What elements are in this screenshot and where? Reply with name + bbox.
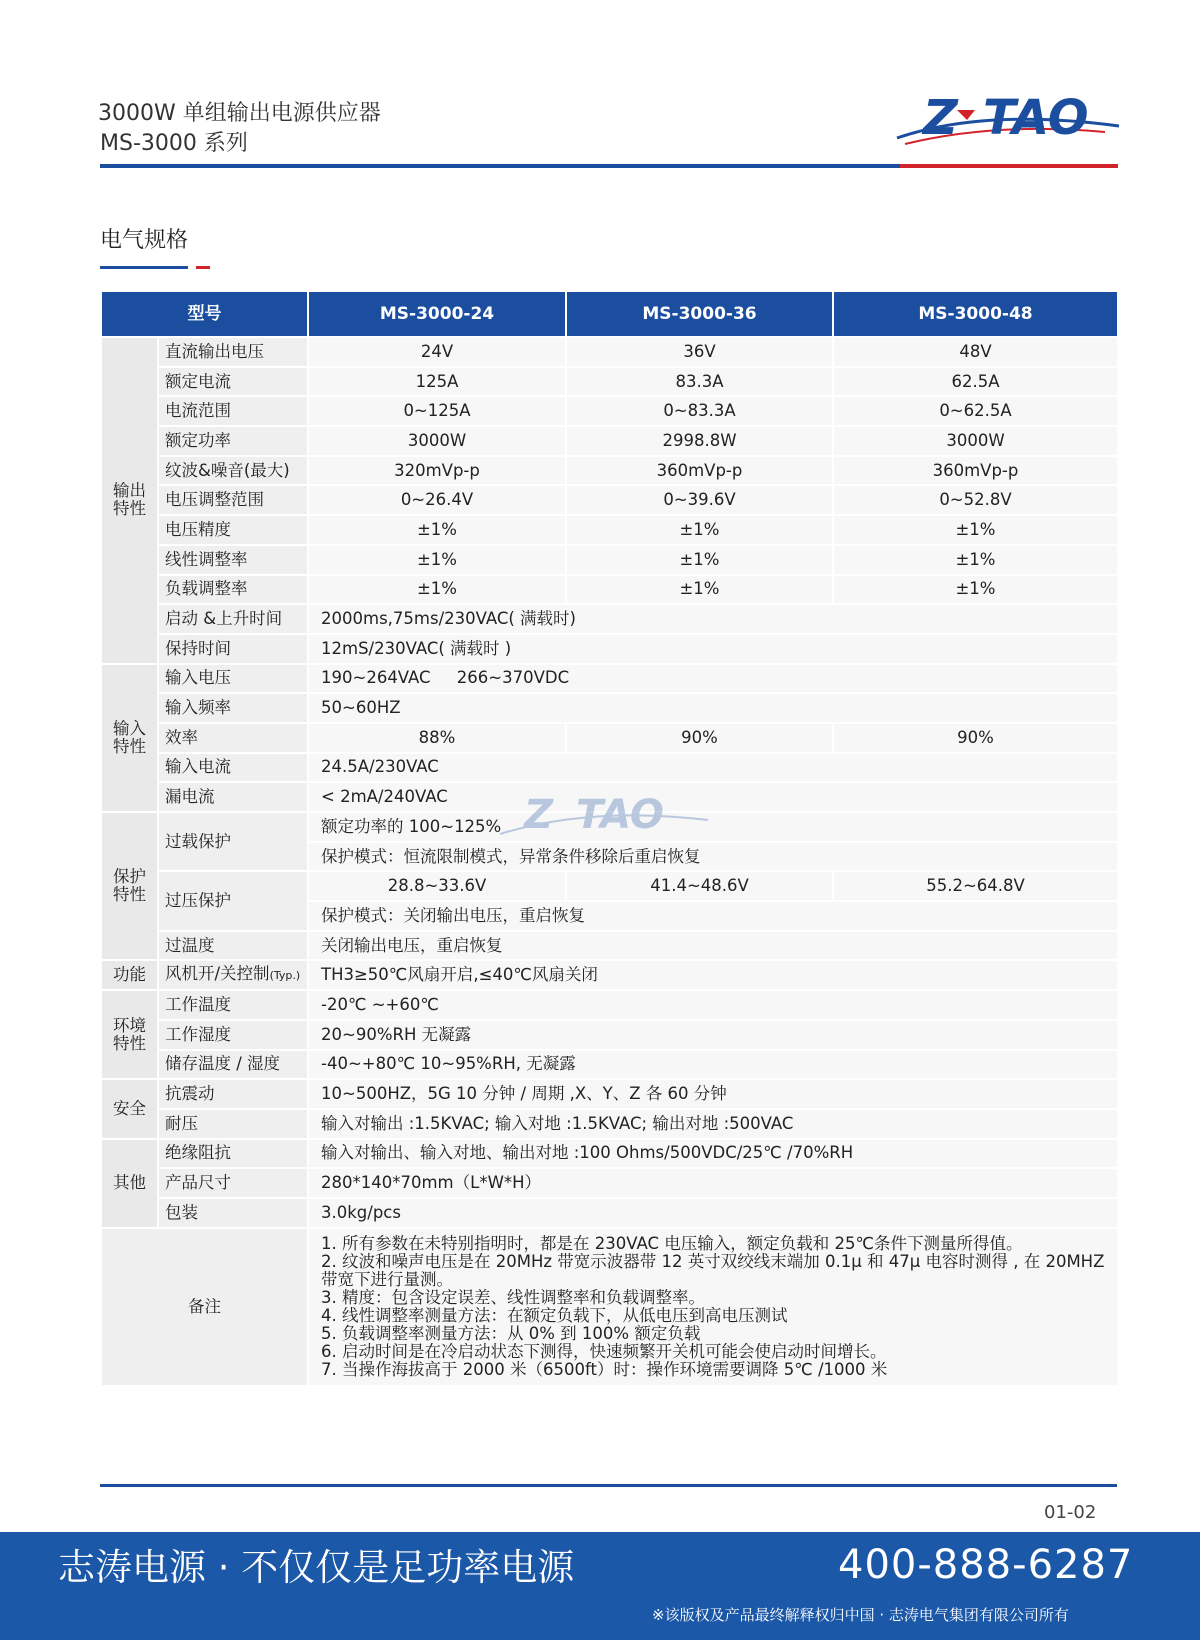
spec-value: ±1% xyxy=(308,515,566,545)
category-environment: 环境 特性 xyxy=(101,990,158,1079)
spec-value: 保护模式：恒流限制模式，异常条件移除后重启恢复 xyxy=(308,842,1118,872)
param-label: 额定功率 xyxy=(158,426,308,456)
model-header-label: 型号 xyxy=(101,291,308,337)
param-label: 包装 xyxy=(158,1198,308,1228)
spec-value: 28.8~33.6V xyxy=(308,871,566,901)
ztao-logo xyxy=(895,86,1120,152)
spec-value: 88% xyxy=(308,723,566,753)
table-row xyxy=(101,396,1118,426)
note-item: 2. 纹波和噪声电压是在 20MHz 带宽示波器带 12 英寸双绞线末端加 0.1μ 和 47μ 电容时测得 , 在 20MHZ 带宽下进行量测。 xyxy=(321,1251,1105,1289)
spec-value: 3.0kg/pcs xyxy=(308,1198,1118,1228)
table-row xyxy=(101,723,1118,753)
param-label: 线性调整率 xyxy=(158,545,308,575)
param-label: 储存温度 / 湿度 xyxy=(158,1050,308,1080)
note-item: 1. 所有参数在未特别指明时，都是在 230VAC 电压输入，额定负载和 25℃条件下测量所得值。 xyxy=(321,1233,1023,1253)
table-row xyxy=(101,575,1118,605)
table-row xyxy=(101,604,1118,634)
category-function: 功能 xyxy=(101,960,158,990)
svg-text:TAO: TAO xyxy=(983,90,1089,146)
param-label: 产品尺寸 xyxy=(158,1168,308,1198)
spec-value: 0~39.6V xyxy=(566,485,833,515)
spec-value: 10~500HZ，5G 10 分钟 / 周期 ,X、Y、Z 各 60 分钟 xyxy=(308,1079,1118,1109)
notes-label: 备注 xyxy=(101,1228,308,1386)
table-row xyxy=(101,515,1118,545)
table-row xyxy=(101,1079,1118,1109)
spec-value: 125A xyxy=(308,367,566,397)
spec-value: 90% xyxy=(833,723,1118,753)
spec-value: 保护模式：关闭输出电压，重启恢复 xyxy=(308,901,1118,931)
spec-value: 额定功率的 100~125% xyxy=(308,812,1118,842)
table-row xyxy=(101,931,1118,961)
param-label: 过温度 xyxy=(158,931,308,961)
table-row xyxy=(101,456,1118,486)
spec-value: 2998.8W xyxy=(566,426,833,456)
spec-value: 0~62.5A xyxy=(833,396,1118,426)
spec-value: 280*140*70mm（L*W*H） xyxy=(308,1168,1118,1198)
spec-value: ±1% xyxy=(833,515,1118,545)
spec-value: 36V xyxy=(566,337,833,367)
note-item: 4. 线性调整率测量方法：在额定负载下，从低电压到高电压测试 xyxy=(321,1305,788,1325)
param-label: 保持时间 xyxy=(158,634,308,664)
note-item: 6. 启动时间是在冷启动状态下测得，快速频繁开关机可能会使启动时间增长。 xyxy=(321,1341,887,1361)
model-header-24: MS-3000-24 xyxy=(308,291,566,337)
param-label: 过载保护 xyxy=(158,812,308,871)
notes-list xyxy=(308,1228,1118,1386)
spec-value: ±1% xyxy=(566,515,833,545)
param-label: 工作温度 xyxy=(158,990,308,1020)
note-item: 5. 负载调整率测量方法：从 0% 到 100% 额定负载 xyxy=(321,1323,701,1343)
param-label: 输入频率 xyxy=(158,693,308,723)
table-row xyxy=(101,960,1118,990)
section-underline xyxy=(100,266,188,269)
spec-value: 3000W xyxy=(308,426,566,456)
spec-value: 90% xyxy=(566,723,833,753)
param-label: 风机开/关控制(Typ.) xyxy=(158,960,308,990)
param-label: 工作湿度 xyxy=(158,1020,308,1050)
spec-value: ±1% xyxy=(833,575,1118,605)
spec-value: 190~264VAC 266~370VDC xyxy=(308,664,1118,694)
footer-copyright: ※该版权及产品最终解释权归中国 · 志涛电气集团有限公司所有 xyxy=(652,1606,1069,1624)
spec-value: 24V xyxy=(308,337,566,367)
category-safety: 安全 xyxy=(101,1079,158,1138)
series-title: MS-3000 系列 xyxy=(100,131,248,156)
table-row xyxy=(101,693,1118,723)
spec-value: 12mS/230VAC( 满载时 ) xyxy=(308,634,1118,664)
table-row xyxy=(101,1020,1118,1050)
category-other: 其他 xyxy=(101,1139,158,1228)
category-protection: 保护 特性 xyxy=(101,812,158,960)
param-label: 绝缘阻抗 xyxy=(158,1139,308,1169)
param-label: 过压保护 xyxy=(158,871,308,930)
table-row xyxy=(101,1109,1118,1139)
spec-value: 41.4~48.6V xyxy=(566,871,833,901)
param-label: 电流范围 xyxy=(158,396,308,426)
page-number: 01-02 xyxy=(1044,1502,1097,1523)
svg-text:TAO: TAO xyxy=(576,792,664,838)
param-label: 直流输出电压 xyxy=(158,337,308,367)
spec-value: 0~125A xyxy=(308,396,566,426)
spec-value: ±1% xyxy=(308,575,566,605)
document-title: 3000W 单组输出电源供应器 xyxy=(98,101,381,126)
note-item: 7. 当操作海拔高于 2000 米（6500ft）时：操作环境需要调降 5℃ /1000 米 xyxy=(321,1359,888,1379)
param-label: 耐压 xyxy=(158,1109,308,1139)
spec-value: 55.2~64.8V xyxy=(833,871,1118,901)
spec-value: < 2mA/240VAC xyxy=(308,782,1118,812)
spec-value: 62.5A xyxy=(833,367,1118,397)
spec-value: 3000W xyxy=(833,426,1118,456)
spec-value: ±1% xyxy=(308,545,566,575)
spec-value: 关闭输出电压，重启恢复 xyxy=(308,931,1118,961)
spec-value: 20~90%RH 无凝露 xyxy=(308,1020,1118,1050)
spec-value: ±1% xyxy=(566,575,833,605)
spec-value: 输入对输出、输入对地、输出对地 :100 Ohms/500VDC/25℃ /70%RH xyxy=(308,1139,1118,1169)
spec-value: 320mVp-p xyxy=(308,456,566,486)
param-label: 效率 xyxy=(158,723,308,753)
param-label: 纹波&噪音(最大) xyxy=(158,456,308,486)
param-label: 电压调整范围 xyxy=(158,485,308,515)
table-row xyxy=(101,990,1118,1020)
spec-value: 24.5A/230VAC xyxy=(308,753,1118,783)
table-row xyxy=(101,367,1118,397)
param-label: 抗震动 xyxy=(158,1079,308,1109)
table-row xyxy=(101,1168,1118,1198)
svg-text:Z: Z xyxy=(923,90,958,146)
header-rule-red xyxy=(900,164,1118,168)
table-row xyxy=(101,545,1118,575)
spec-value: 0~26.4V xyxy=(308,485,566,515)
table-row xyxy=(101,1198,1118,1228)
watermark-logo xyxy=(500,786,710,842)
param-label: 额定电流 xyxy=(158,367,308,397)
spec-value: ±1% xyxy=(566,545,833,575)
spec-value: 360mVp-p xyxy=(833,456,1118,486)
note-item: 3. 精度：包含设定误差、线性调整率和负载调整率。 xyxy=(321,1287,705,1307)
param-label: 启动 &上升时间 xyxy=(158,604,308,634)
category-input: 输入 特性 xyxy=(101,664,158,812)
spec-value: -20℃ ~+60℃ xyxy=(308,990,1118,1020)
table-bottom-rule xyxy=(100,1484,1117,1487)
spec-value: 48V xyxy=(833,337,1118,367)
spec-value: 0~52.8V xyxy=(833,485,1118,515)
table-row xyxy=(101,485,1118,515)
param-label: 负载调整率 xyxy=(158,575,308,605)
footer-slogan: 志涛电源 · 不仅仅是足功率电源 xyxy=(58,1546,575,1589)
table-row xyxy=(101,1050,1118,1080)
spec-value: 2000ms,75ms/230VAC( 满载时) xyxy=(308,604,1118,634)
section-title: 电气规格 xyxy=(100,228,189,253)
param-label: 电压精度 xyxy=(158,515,308,545)
spec-value: 0~83.3A xyxy=(566,396,833,426)
section-underline-accent xyxy=(196,266,210,269)
model-header-36: MS-3000-36 xyxy=(566,291,833,337)
param-label: 输入电压 xyxy=(158,664,308,694)
footer-phone: 400-888-6287 xyxy=(838,1542,1134,1588)
table-header-row xyxy=(101,291,1118,337)
table-row xyxy=(101,1139,1118,1169)
param-label: 漏电流 xyxy=(158,782,308,812)
svg-text:Z: Z xyxy=(524,792,554,838)
model-header-48: MS-3000-48 xyxy=(833,291,1118,337)
param-label: 输入电流 xyxy=(158,753,308,783)
table-row xyxy=(101,426,1118,456)
spec-value: TH3≥50℃风扇开启,≤40℃风扇关闭 xyxy=(308,960,1118,990)
spec-value: 83.3A xyxy=(566,367,833,397)
spec-value: ±1% xyxy=(833,545,1118,575)
spec-value: 360mVp-p xyxy=(566,456,833,486)
table-row xyxy=(101,753,1118,783)
spec-value: 输入对输出 :1.5KVAC; 输入对地 :1.5KVAC; 输出对地 :500VAC xyxy=(308,1109,1118,1139)
table-row xyxy=(101,634,1118,664)
category-output: 输出 特性 xyxy=(101,337,158,664)
spec-value: 50~60HZ xyxy=(308,693,1118,723)
table-row xyxy=(101,871,1118,901)
spec-value: -40~+80℃ 10~95%RH, 无凝露 xyxy=(308,1050,1118,1080)
header-rule-blue xyxy=(100,164,900,168)
notes-row xyxy=(101,1228,1118,1386)
table-row xyxy=(101,337,1118,367)
table-row xyxy=(101,664,1118,694)
